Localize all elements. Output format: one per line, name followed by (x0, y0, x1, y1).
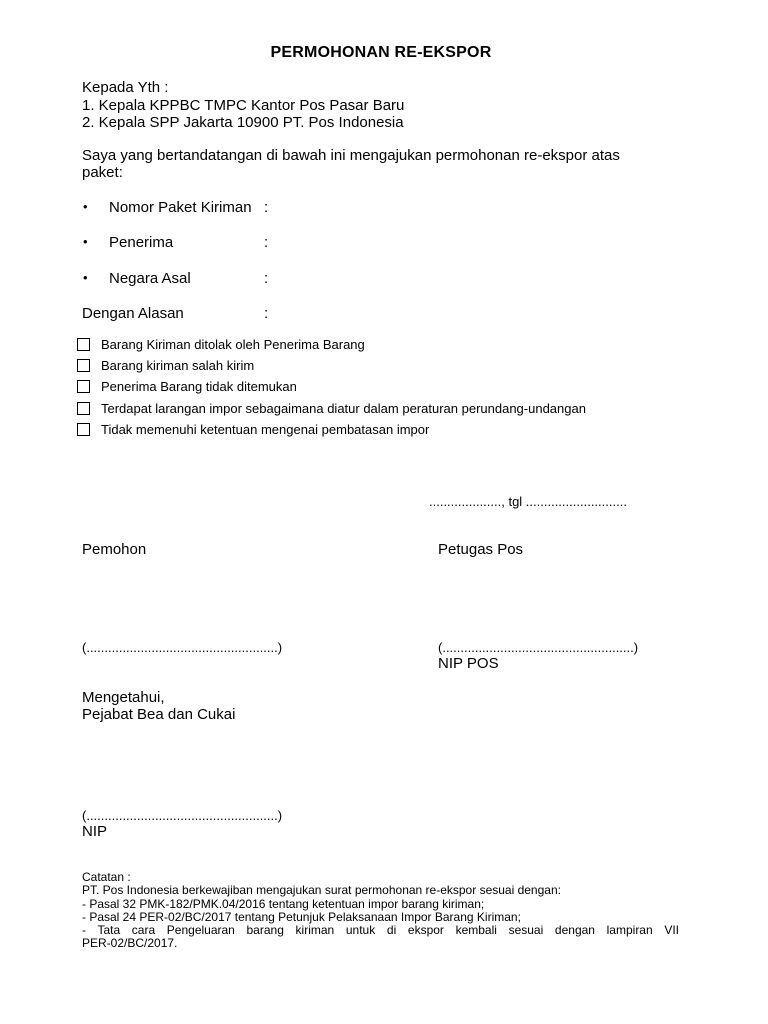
customs-title-line-2: Pejabat Bea dan Cukai (82, 706, 236, 723)
checkbox-reason-recipient-not-found[interactable] (77, 380, 90, 393)
reason-option (77, 379, 297, 394)
notes-heading: Catatan : (82, 870, 131, 884)
notes-item: - Tata cara Pengeluaran barang kiriman untuk di ekspor kembali sesuai dengan lampiran VII (82, 923, 679, 938)
applicant-signature-blank: (.....................................................) (82, 640, 283, 655)
postal-officer-signature-blank: (.....................................................) (438, 640, 639, 655)
recipient-line-2: 2. Kepala SPP Jakarta 10900 PT. Pos Indonesia (82, 114, 404, 131)
document-title: PERMOHONAN RE-EKSPOR (270, 44, 492, 61)
checkbox-reason-import-restriction[interactable] (77, 423, 90, 436)
reason-option-label: Barang Kiriman ditolak oleh Penerima Barang (101, 337, 365, 352)
place-date-line: ...................., tgl ............................ (429, 494, 627, 509)
postal-officer-title: Petugas Pos (438, 541, 524, 558)
notes-section (82, 871, 679, 951)
reason-option (77, 401, 586, 416)
notes-intro: PT. Pos Indonesia berkewajiban mengajukan surat permohonan re-ekspor sesuai dengan: (82, 883, 561, 898)
reason-option (77, 422, 429, 437)
reason-option-label: Barang kiriman salah kirim (101, 358, 255, 373)
bullet-icon: • (83, 199, 88, 214)
field-colon: : (264, 270, 269, 287)
field-colon: : (264, 234, 269, 251)
notes-item: - Pasal 32 PMK-182/PMK.04/2016 tentang ketentuan impor barang kiriman; (82, 896, 485, 911)
field-label-negara-asal: Negara Asal (109, 270, 191, 287)
bullet-icon: • (83, 270, 88, 285)
reason-colon: : (264, 305, 269, 322)
checkbox-reason-rejected[interactable] (77, 338, 90, 351)
customs-signature-blank: (.....................................................) (82, 808, 283, 823)
reason-label: Dengan Alasan (82, 305, 184, 322)
reason-option (77, 358, 254, 373)
field-label-penerima: Penerima (109, 234, 174, 251)
recipient-line-1: 1. Kepala KPPBC TMPC Kantor Pos Pasar Baru (82, 97, 405, 114)
postal-officer-nip-label: NIP POS (438, 655, 499, 672)
customs-nip-label: NIP (82, 823, 108, 840)
reason-option-label: Tidak memenuhi ketentuan mengenai pembatasan impor (101, 422, 430, 437)
intro-line-1: Saya yang bertandatangan di bawah ini mengajukan permohonan re-ekspor atas (82, 147, 620, 164)
bullet-icon: • (83, 234, 88, 249)
intro-line-2: paket: (82, 164, 123, 181)
field-colon: : (264, 199, 269, 216)
field-label-nomor-paket: Nomor Paket Kiriman (109, 199, 252, 216)
checkbox-reason-wrong-shipment[interactable] (77, 359, 90, 372)
reason-option-label: Terdapat larangan impor sebagaimana diatur dalam peraturan perundang-undangan (101, 401, 586, 416)
checkbox-reason-import-prohibition[interactable] (77, 402, 90, 415)
reason-option (77, 337, 365, 352)
customs-title-line-1: Mengetahui, (82, 689, 165, 706)
notes-item: PER-02/BC/2017. (82, 936, 178, 951)
notes-item: - Pasal 24 PER-02/BC/2017 tentang Petunjuk Pelaksanaan Impor Barang Kiriman; (82, 909, 521, 924)
applicant-title: Pemohon (82, 541, 147, 558)
reason-option-label: Penerima Barang tidak ditemukan (101, 379, 297, 394)
recipient-heading: Kepada Yth : (82, 79, 169, 96)
